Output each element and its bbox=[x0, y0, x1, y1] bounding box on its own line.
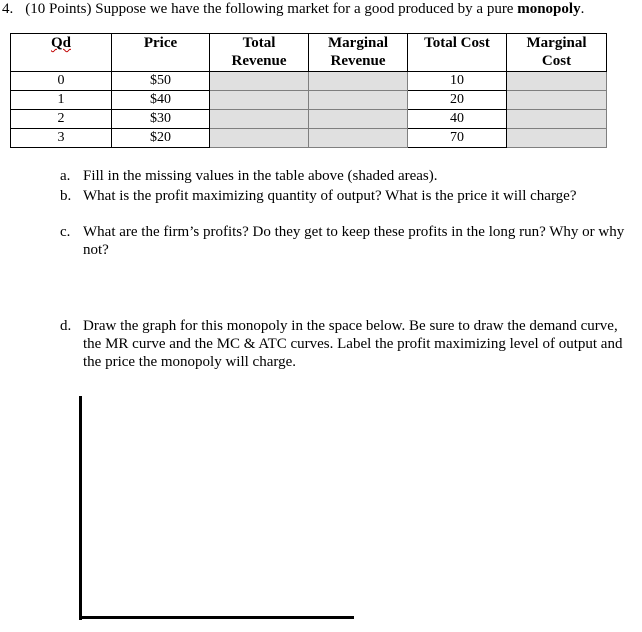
market-table bbox=[10, 33, 607, 148]
cell-total-revenue-blank[interactable] bbox=[210, 72, 309, 91]
part-letter: d. bbox=[60, 318, 72, 334]
cell-total-cost: 20 bbox=[408, 91, 507, 110]
cell-price: $30 bbox=[112, 110, 210, 129]
cell-price: $20 bbox=[112, 129, 210, 148]
cell-qd: 3 bbox=[11, 129, 112, 148]
question-heading bbox=[2, 0, 640, 18]
cell-total-revenue-blank[interactable] bbox=[210, 110, 309, 129]
part-text: Draw the graph for this monopoly in the space below. Be sure to draw the demand curve, the MR curve and the MC & ATC curves. Label the profit maximizing level of output and the price the monopoly will charge. bbox=[83, 318, 623, 370]
cell-marginal-revenue-blank[interactable] bbox=[309, 129, 408, 148]
question-text: (10 Points) Suppose we have the following market for a good produced by a pure bbox=[25, 1, 518, 17]
cell-marginal-revenue-blank[interactable] bbox=[309, 91, 408, 110]
header-price: Price bbox=[112, 34, 210, 72]
cell-qd: 1 bbox=[11, 91, 112, 110]
cell-total-revenue-blank[interactable] bbox=[210, 91, 309, 110]
cell-total-cost: 40 bbox=[408, 110, 507, 129]
question-number: 4. bbox=[2, 1, 14, 17]
cell-marginal-cost-blank[interactable] bbox=[507, 129, 607, 148]
header-total-revenue: Total Revenue bbox=[210, 34, 309, 72]
header-marginal-revenue: Marginal Revenue bbox=[309, 34, 408, 72]
part-text: What is the profit maximizing quantity of output? What is the price it will charge? bbox=[83, 188, 577, 204]
graph-x-axis bbox=[79, 616, 354, 619]
table-row bbox=[11, 129, 607, 148]
cell-qd: 2 bbox=[11, 110, 112, 129]
table-row bbox=[11, 91, 607, 110]
cell-marginal-revenue-blank[interactable] bbox=[309, 110, 408, 129]
part-letter: c. bbox=[60, 224, 71, 240]
cell-marginal-cost-blank[interactable] bbox=[507, 72, 607, 91]
cell-marginal-cost-blank[interactable] bbox=[507, 110, 607, 129]
header-marginal-cost: Marginal Cost bbox=[507, 34, 607, 72]
table-row bbox=[11, 110, 607, 129]
table-row bbox=[11, 72, 607, 91]
question-bold-word: monopoly bbox=[517, 1, 581, 17]
cell-marginal-cost-blank[interactable] bbox=[507, 91, 607, 110]
part-text: Fill in the missing values in the table above (shaded areas). bbox=[83, 168, 438, 184]
question-period: . bbox=[580, 1, 585, 17]
header-total-cost: Total Cost bbox=[408, 34, 507, 72]
part-letter: a. bbox=[60, 168, 71, 184]
cell-total-cost: 70 bbox=[408, 129, 507, 148]
cell-price: $40 bbox=[112, 91, 210, 110]
cell-total-revenue-blank[interactable] bbox=[210, 129, 309, 148]
cell-marginal-revenue-blank[interactable] bbox=[309, 72, 408, 91]
part-letter: b. bbox=[60, 188, 72, 204]
cell-qd: 0 bbox=[11, 72, 112, 91]
part-text: What are the firm’s profits? Do they get to keep these profits in the long run? Why or why not? bbox=[83, 224, 625, 258]
table-header-row bbox=[11, 34, 607, 72]
header-qd: Qd bbox=[11, 34, 112, 72]
graph-y-axis bbox=[79, 396, 82, 620]
cell-total-cost: 10 bbox=[408, 72, 507, 91]
cell-price: $50 bbox=[112, 72, 210, 91]
